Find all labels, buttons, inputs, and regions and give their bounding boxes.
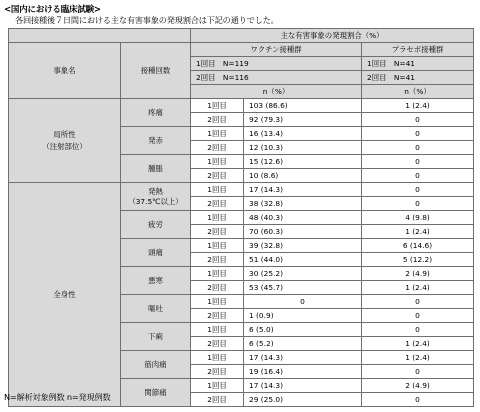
event-redness: 発赤 bbox=[121, 127, 191, 155]
dose-label: 1回目 bbox=[191, 239, 244, 253]
category-local-line1: 局所性 bbox=[53, 129, 76, 139]
footnote: N=解析対象例数 n=発現例数 bbox=[4, 392, 111, 402]
header-placebo: プラセボ接種群 bbox=[362, 43, 474, 57]
section-heading: <国内における臨床試験> bbox=[4, 5, 101, 15]
vaccine-value: 1 (0.9) bbox=[244, 309, 362, 323]
placebo-value: 1 (2.4) bbox=[362, 225, 474, 239]
placebo-value: 0 bbox=[362, 127, 474, 141]
placebo-unit: n（%） bbox=[362, 85, 474, 99]
category-systemic: 全身性 bbox=[9, 183, 121, 407]
header-group: 主な有害事象の発現割合（%） bbox=[191, 29, 474, 43]
dose-label: 2回目 bbox=[191, 225, 244, 239]
header-blank bbox=[9, 29, 191, 43]
vaccine-value: 92 (79.3) bbox=[244, 113, 362, 127]
placebo-value: 1 (2.4) bbox=[362, 351, 474, 365]
placebo-value: 1 (2.4) bbox=[362, 99, 474, 113]
placebo-value: 0 bbox=[362, 393, 474, 407]
vaccine-value: 39 (32.8) bbox=[244, 239, 362, 253]
intro-text: 各回接種後７日間における主な有害事象の発現割合は下記の通りでした。 bbox=[15, 15, 279, 25]
vaccine-value: 12 (10.3) bbox=[244, 141, 362, 155]
placebo-value: 0 bbox=[362, 365, 474, 379]
dose-label: 1回目 bbox=[191, 323, 244, 337]
event-pain: 疼痛 bbox=[121, 99, 191, 127]
event-swelling: 腫脹 bbox=[121, 155, 191, 183]
event-vomiting: 嘔吐 bbox=[121, 295, 191, 323]
dose-label: 1回目 bbox=[191, 267, 244, 281]
vaccine-value: 6 (5.0) bbox=[244, 323, 362, 337]
placebo-value: 4 (9.8) bbox=[362, 211, 474, 225]
vaccine-value: 15 (12.6) bbox=[244, 155, 362, 169]
placebo-value: 2 (4.9) bbox=[362, 379, 474, 393]
event-chills: 悪寒 bbox=[121, 267, 191, 295]
dose-label: 1回目 bbox=[191, 379, 244, 393]
dose-label: 2回目 bbox=[191, 253, 244, 267]
vaccine-value: 51 (44.0) bbox=[244, 253, 362, 267]
vaccine-value: 10 (8.6) bbox=[244, 169, 362, 183]
vaccine-value: 103 (86.6) bbox=[244, 99, 362, 113]
header-dose: 接種回数 bbox=[121, 43, 191, 99]
vaccine-value: 16 (13.4) bbox=[244, 127, 362, 141]
dose-label: 1回目 bbox=[191, 155, 244, 169]
dose-label: 2回目 bbox=[191, 141, 244, 155]
placebo-value: 5 (12.2) bbox=[362, 253, 474, 267]
vaccine-value: 53 (45.7) bbox=[244, 281, 362, 295]
placebo-n2: 2回目 N=41 bbox=[362, 71, 474, 85]
placebo-value: 1 (2.4) bbox=[362, 281, 474, 295]
vaccine-value: 6 (5.2) bbox=[244, 337, 362, 351]
placebo-n1: 1回目 N=41 bbox=[362, 57, 474, 71]
vaccine-value: 48 (40.3) bbox=[244, 211, 362, 225]
vaccine-n1: 1回目 N=119 bbox=[191, 57, 362, 71]
dose-label: 1回目 bbox=[191, 295, 244, 309]
vaccine-value: 17 (14.3) bbox=[244, 351, 362, 365]
placebo-value: 0 bbox=[362, 323, 474, 337]
event-arthralgia: 関節痛 bbox=[121, 379, 191, 407]
placebo-value: 0 bbox=[362, 295, 474, 309]
dose-label: 2回目 bbox=[191, 169, 244, 183]
vaccine-value: 70 (60.3) bbox=[244, 225, 362, 239]
dose-label: 2回目 bbox=[191, 393, 244, 407]
vaccine-value: 38 (32.8) bbox=[244, 197, 362, 211]
placebo-value: 0 bbox=[362, 155, 474, 169]
dose-label: 1回目 bbox=[191, 183, 244, 197]
header-event: 事象名 bbox=[9, 43, 121, 99]
dose-label: 2回目 bbox=[191, 337, 244, 351]
event-fatigue: 疲労 bbox=[121, 211, 191, 239]
vaccine-value: 29 (25.0) bbox=[244, 393, 362, 407]
event-headache: 頭痛 bbox=[121, 239, 191, 267]
event-fever-line1: 発熱 bbox=[148, 186, 163, 196]
event-fever bbox=[121, 183, 191, 211]
placebo-value: 0 bbox=[362, 183, 474, 197]
placebo-value: 0 bbox=[362, 197, 474, 211]
placebo-value: 0 bbox=[362, 141, 474, 155]
vaccine-value: 17 (14.3) bbox=[244, 379, 362, 393]
event-diarrhea: 下痢 bbox=[121, 323, 191, 351]
vaccine-n2: 2回目 N=116 bbox=[191, 71, 362, 85]
vaccine-value: 30 (25.2) bbox=[244, 267, 362, 281]
dose-label: 2回目 bbox=[191, 197, 244, 211]
placebo-value: 2 (4.9) bbox=[362, 267, 474, 281]
vaccine-value: 0 bbox=[244, 295, 362, 309]
dose-label: 1回目 bbox=[191, 127, 244, 141]
header-vaccine: ワクチン接種群 bbox=[191, 43, 362, 57]
vaccine-value: 19 (16.4) bbox=[244, 365, 362, 379]
dose-label: 2回目 bbox=[191, 365, 244, 379]
placebo-value: 1 (2.4) bbox=[362, 337, 474, 351]
event-myalgia: 筋肉痛 bbox=[121, 351, 191, 379]
vaccine-value: 17 (14.3) bbox=[244, 183, 362, 197]
dose-label: 1回目 bbox=[191, 99, 244, 113]
category-local bbox=[9, 99, 121, 183]
dose-label: 2回目 bbox=[191, 281, 244, 295]
vaccine-unit: n（%） bbox=[191, 85, 362, 99]
category-local-line2: （注射部位） bbox=[42, 141, 87, 151]
placebo-value: 6 (14.6) bbox=[362, 239, 474, 253]
placebo-value: 0 bbox=[362, 169, 474, 183]
adverse-events-table bbox=[8, 28, 474, 407]
placebo-value: 0 bbox=[362, 309, 474, 323]
dose-label: 2回目 bbox=[191, 309, 244, 323]
dose-label: 2回目 bbox=[191, 113, 244, 127]
dose-label: 1回目 bbox=[191, 211, 244, 225]
placebo-value: 0 bbox=[362, 113, 474, 127]
dose-label: 1回目 bbox=[191, 351, 244, 365]
event-fever-line2: （37.5℃以上） bbox=[128, 196, 183, 206]
